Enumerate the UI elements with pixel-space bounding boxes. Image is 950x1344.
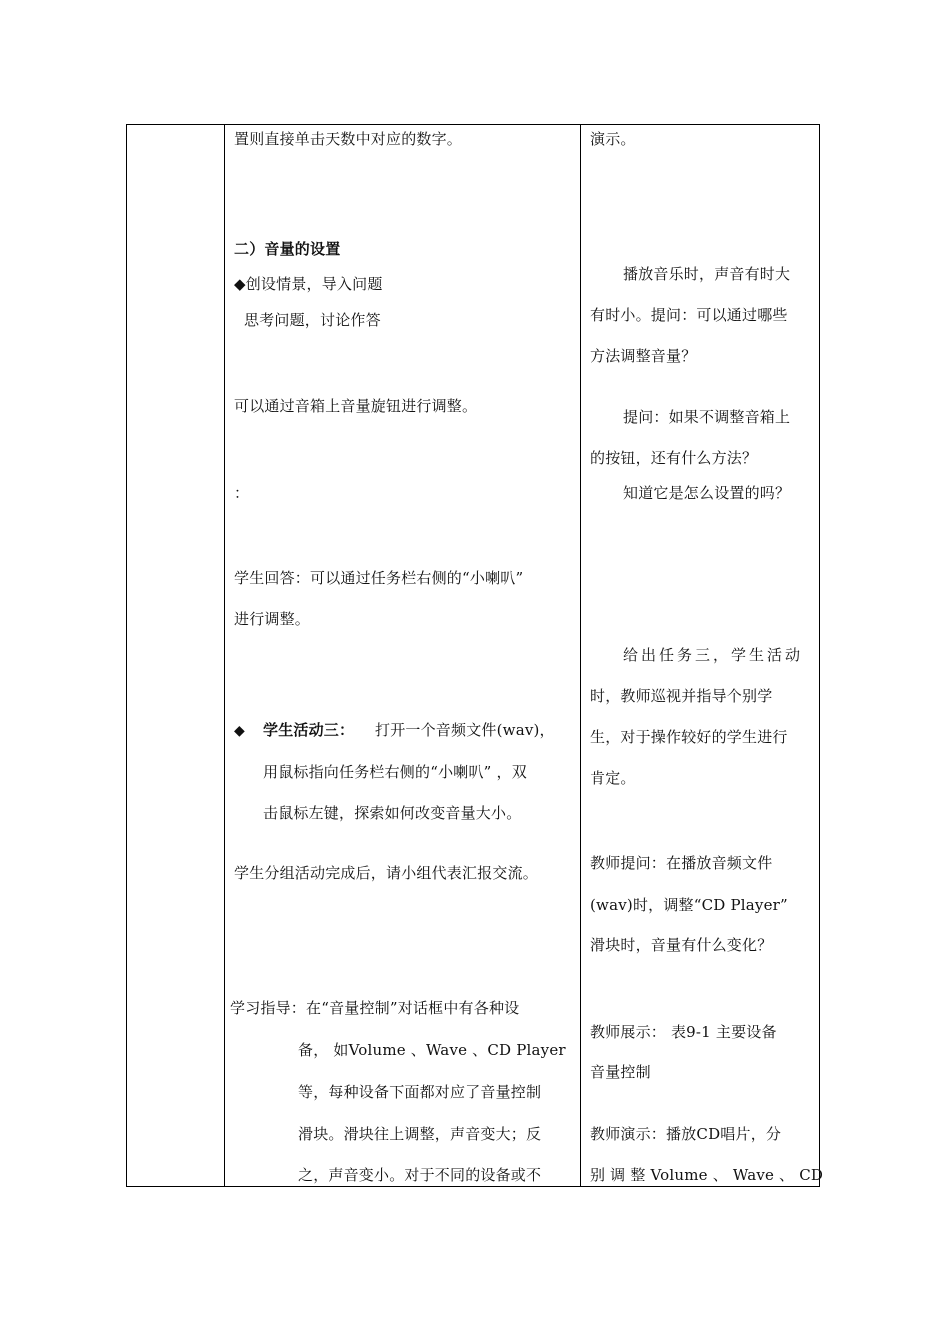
mid-text-line: 思考问题，讨论作答	[244, 311, 381, 329]
right-text-line: 给出任务三，学生活动	[623, 646, 804, 664]
right-text-line: 教师提问：在播放音频文件	[590, 854, 773, 872]
right-text-line: 提问：如果不调整音箱上	[623, 408, 791, 426]
mid-text-line: 打开一个音频文件(wav)，	[375, 721, 555, 739]
right-text-line: 音量控制	[590, 1063, 651, 1081]
right-text-line: 滑块时，音量有什么变化？	[590, 936, 773, 954]
mid-text-line: 可以通过音箱上音量旋钮进行调整。	[234, 397, 478, 415]
right-text-line: 的按钮，还有什么方法？	[590, 449, 758, 467]
column-divider-2	[580, 125, 581, 1186]
column-divider-1	[224, 125, 225, 1186]
right-text-line: 时，教师巡视并指导个别学	[590, 687, 773, 705]
right-text-line: 教师演示：播放CD唱片，分	[590, 1125, 782, 1143]
mid-text-line: 之，声音变小。对于不同的设备或不	[298, 1166, 542, 1184]
right-text-line: 生，对于操作较好的学生进行	[590, 728, 788, 746]
section-title: 二）音量的设置	[234, 240, 341, 258]
right-text-line: 方法调整音量？	[590, 347, 697, 365]
mid-text-line: 学习指导：在“音量控制”对话框中有各种设	[230, 999, 520, 1017]
mid-text-line: 等，每种设备下面都对应了音量控制	[298, 1083, 542, 1101]
bullet-diamond-icon: ◆	[234, 723, 245, 739]
right-text-line: 教师展示： 表9-1 主要设备	[590, 1023, 777, 1041]
right-text-line: 播放音乐时，声音有时大	[623, 265, 791, 283]
mid-text-line: 用鼠标指向任务栏右侧的“小喇叭” ，双	[263, 763, 527, 781]
mid-text-line: 备， 如Volume 、Wave 、CD Player	[298, 1041, 566, 1059]
right-text-line: 有时小。提问：可以通过哪些	[590, 306, 788, 324]
mid-text-line: 学生分组活动完成后，请小组代表汇报交流。	[234, 864, 539, 882]
mid-text-line: 进行调整。	[234, 610, 311, 628]
mid-text-line: ：	[234, 484, 250, 502]
right-text-line: 别 调 整 Volume 、 Wave 、 CD	[590, 1166, 824, 1184]
mid-text-line: ◆创设情景，导入问题	[234, 275, 383, 293]
mid-text-line: 学生回答：可以通过任务栏右侧的“小喇叭”	[234, 569, 524, 587]
mid-text-line: 滑块。滑块往上调整，声音变大；反	[298, 1125, 542, 1143]
mid-text-line: 置则直接单击天数中对应的数字。	[234, 130, 463, 148]
activity-title: 学生活动三：	[263, 721, 355, 739]
right-text-line: 知道它是怎么设置的吗？	[623, 484, 791, 502]
right-text-line: 演示。	[590, 130, 636, 148]
mid-text-line: 击鼠标左键，探索如何改变音量大小。	[263, 804, 522, 822]
right-text-line: 肯定。	[590, 769, 636, 787]
right-text-line: (wav)时，调整“CD Player”	[590, 896, 788, 914]
